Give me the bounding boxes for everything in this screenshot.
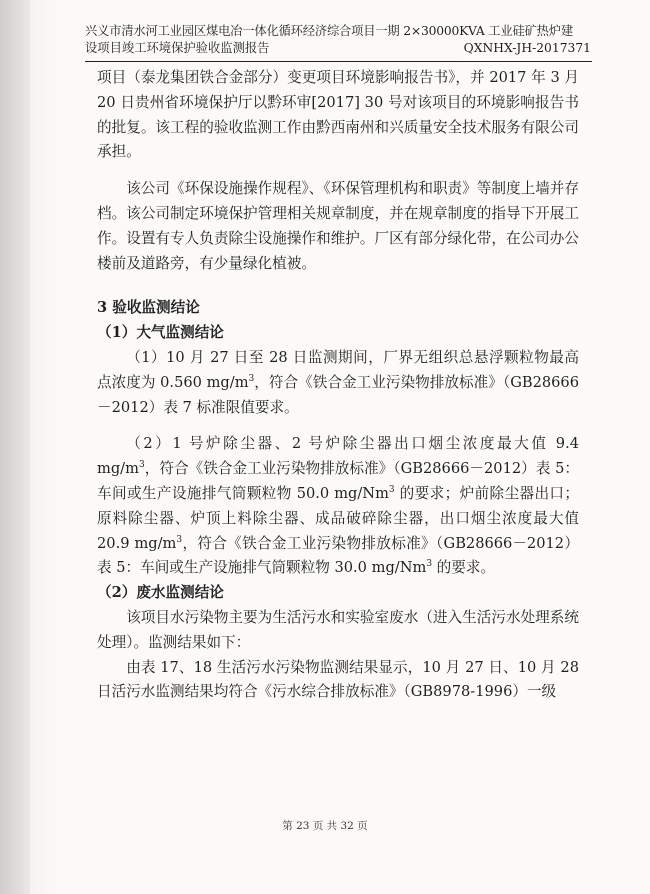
paragraph-air-result-2: （2）1 号炉除尘器、2 号炉除尘器出口烟尘浓度最大值 9.4 $mg/m^3$，符合《铁合金工业污染物排放标准》（GB28666－2012）表 5：车间或生产设施排气筒颗粒物 50.0 mg/Nm$^3$ 的要求；炉前除尘器出口；原料除尘器、炉顶上料除尘器、成品破碎除尘器，出口烟尘浓度最大值 20.9 $mg/m^3$，符合《铁合金工业污染物排放标准》（GB28666－2012）表 5：车间或生产设施排气筒颗粒物 30.0 mg/Nm$^3$ 的要求。 xyxy=(97,435,579,577)
header-report-number: QXNHX-JH-2017371 xyxy=(463,41,591,55)
header-title-line2 xyxy=(85,40,591,57)
paragraph-air-result-1: （1）10 月 27 日至 28 日监测期间，厂界无组织总悬浮颗粒物最高点浓度为 0.560 $mg/m^3$，符合《铁合金工业污染物排放标准》（GB28666－2012）表 7 标准限值要求。 xyxy=(97,348,580,416)
page-number: 第 23 页 共 32 页 xyxy=(282,820,368,832)
page-header xyxy=(85,23,591,57)
header-report-title: 设项目竣工环境保护验收监测报告 xyxy=(85,41,270,55)
paragraph-wastewater-result: 由表 17、18 生活污水污染物监测结果显示，10 月 27 日、10 月 28 日活污水监测结果均符合《污水综合排放标准》（GB8978-1996）一级 xyxy=(97,658,579,701)
header-divider xyxy=(85,61,592,62)
subheading-wastewater-monitoring: （2）废水监测结论 xyxy=(97,584,224,602)
paragraph-environmental-management: 该公司《环保设施操作规程》、《环保管理机构和职责》等制度上墙并存档。该公司制定环境保护管理相关规章制度，并在规章制度的指导下开展工作。设置有专人负责除尘设施操作和维护。厂区有部分绿化带，在公司办公楼前及道路旁，有少量绿化植被。 xyxy=(97,180,579,272)
page-binding-edge xyxy=(0,0,30,894)
section-heading-conclusions: 3 验收监测结论 xyxy=(97,299,200,317)
paragraph-wastewater-intro: 该项目水污染物主要为生活污水和实验室废水（进入生活污水处理系统处理）。监测结果如下： xyxy=(97,608,579,651)
subheading-air-monitoring: （1）大气监测结论 xyxy=(97,324,224,342)
page-body xyxy=(97,66,579,705)
paragraph-project-approval: 项目（泰龙集团铁合金部分）变更项目环境影响报告书》，并 2017 年 3 月 20 日贵州省环境保护厅以黔环审[2017] 30 号对该项目的环境影响报告书的批复。该工程的验收监测工作由黔西南州和兴质量安全技术服务有限公司承担。 xyxy=(97,69,579,161)
header-title-line1: 兴义市清水河工业园区煤电冶一体化循环经济综合项目一期 2×30000KVA 工业硅矿热炉建 xyxy=(85,24,573,38)
